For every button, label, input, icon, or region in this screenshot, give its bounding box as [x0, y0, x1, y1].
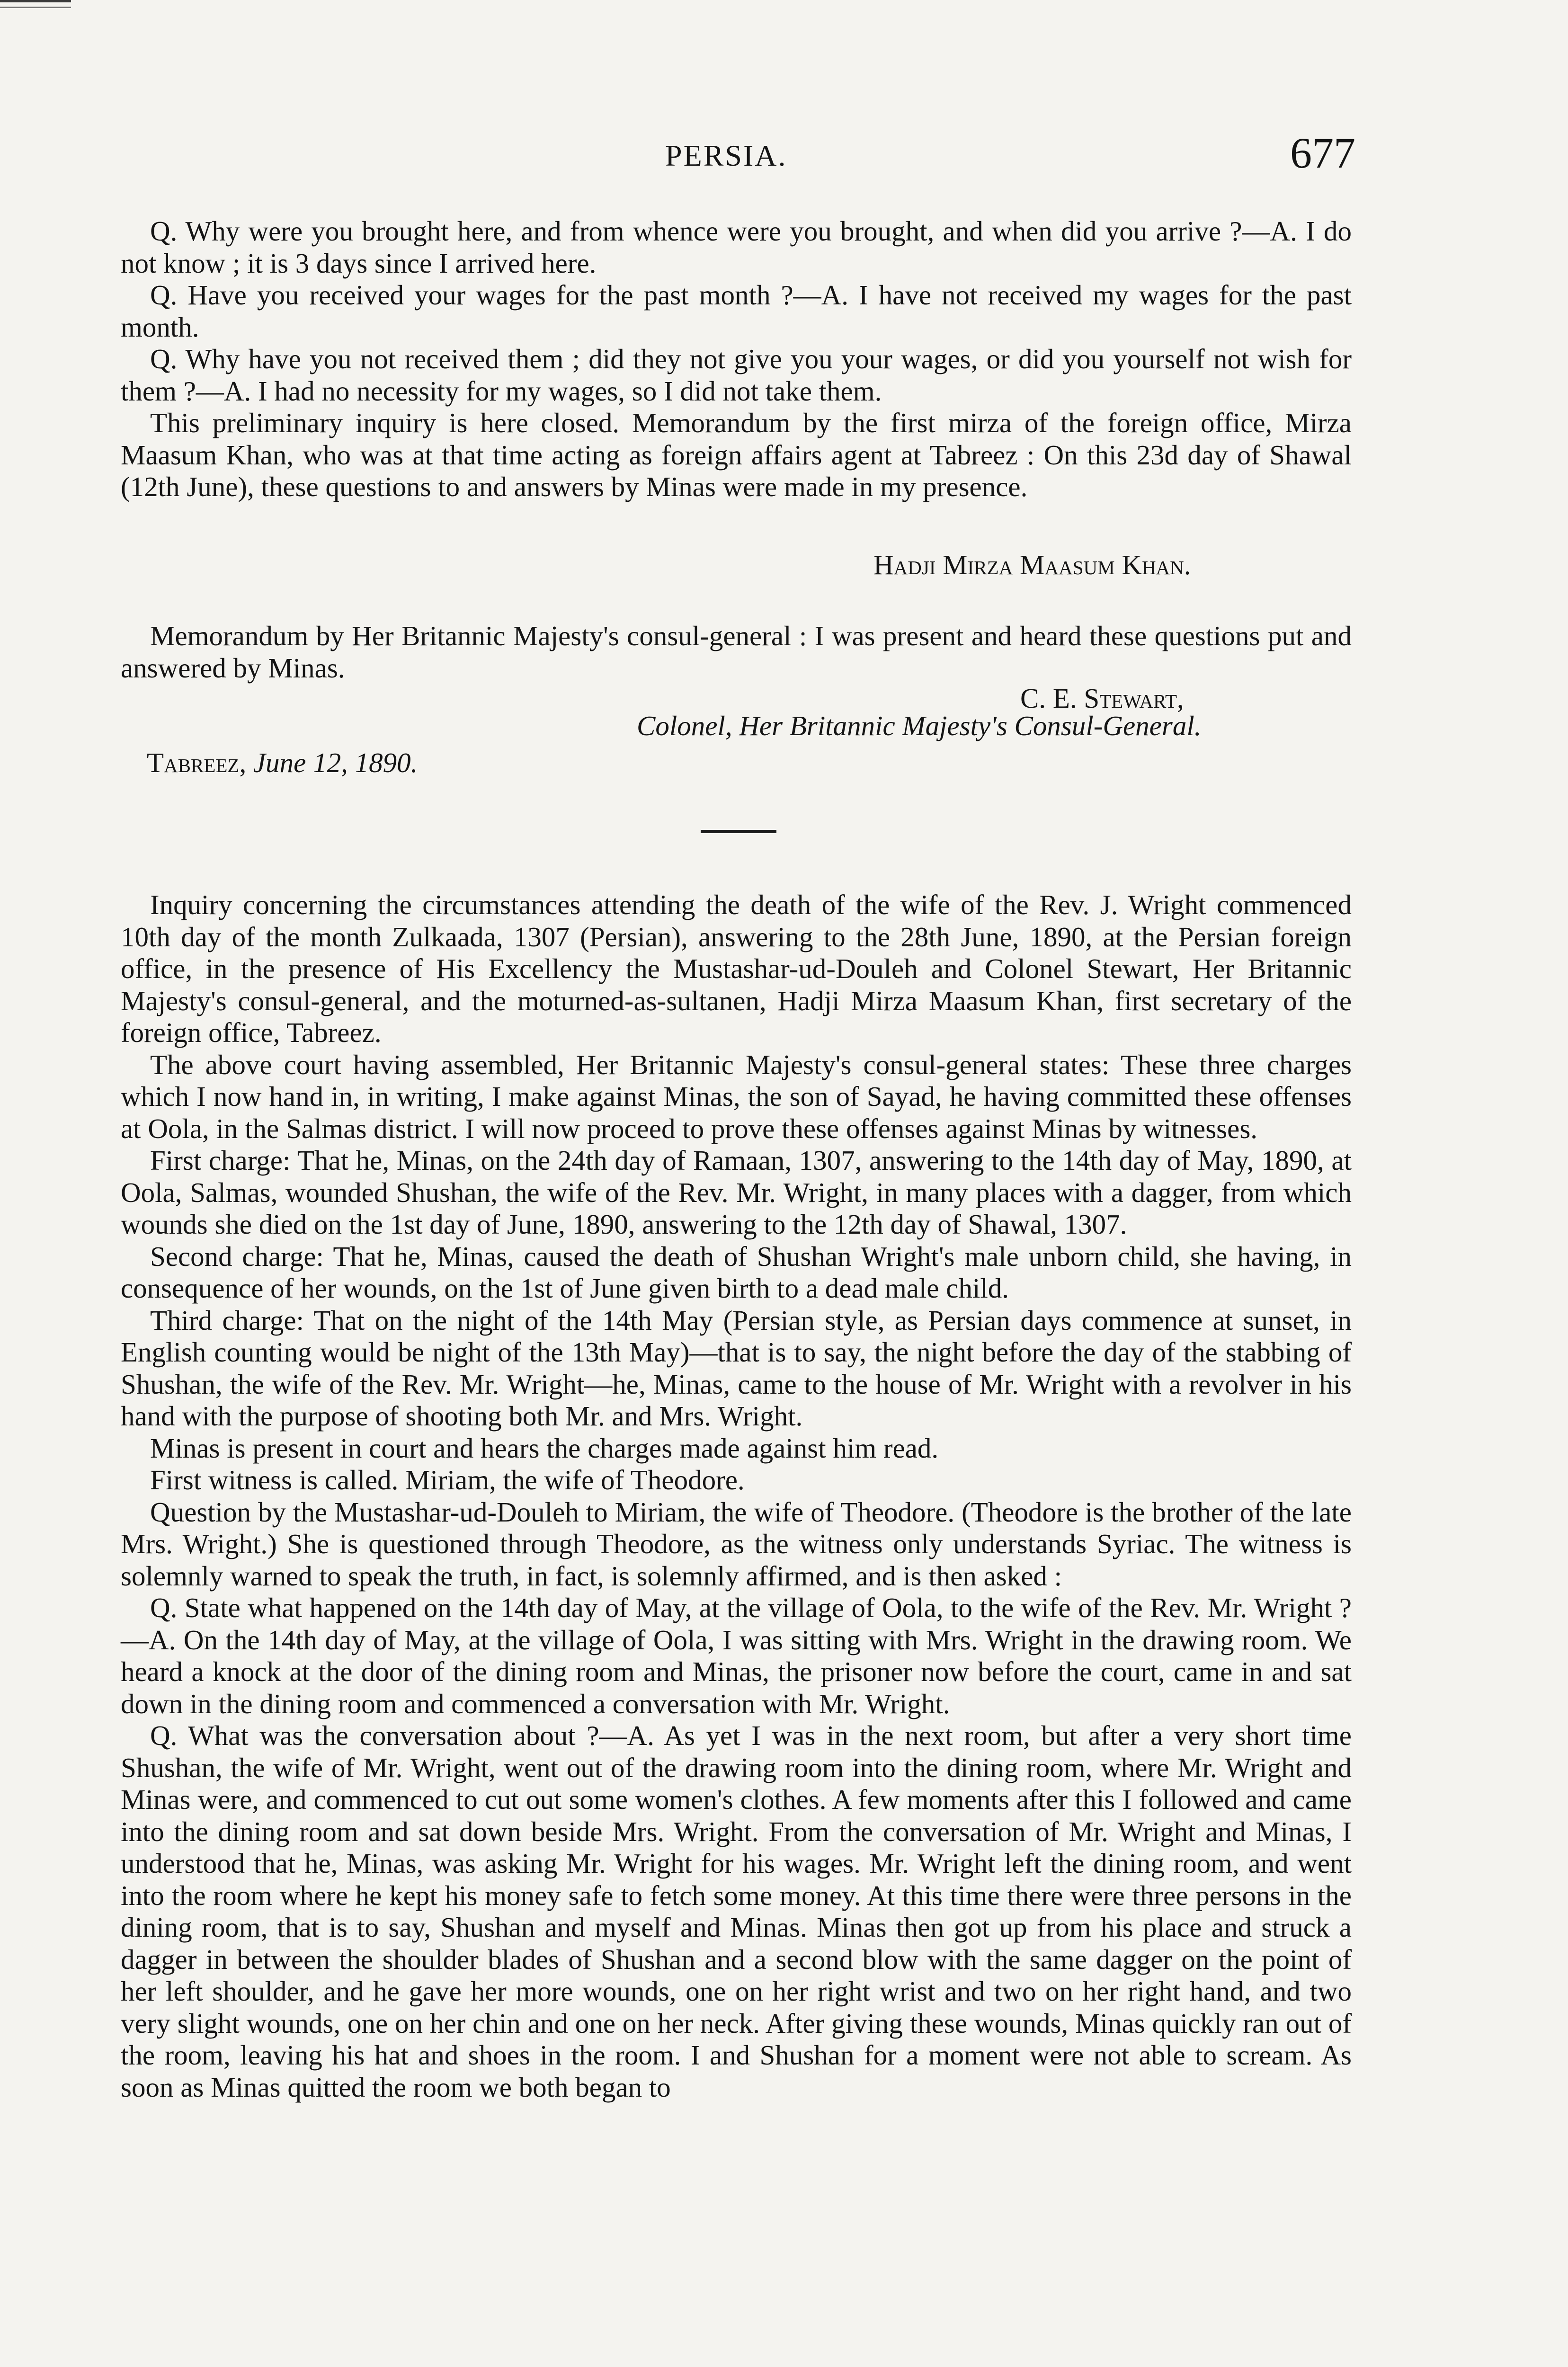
dateline-place: Tabreez, [147, 747, 247, 778]
paragraph: Q. State what happened on the 14th day of May, at the village of Oola, to the wife of the Rev. Mr. Wright ?—A. On the 14th day of May, at the village of Oola, I was sitting with Mrs. Wright in the drawing room. We heard a knock at the door of the dining room and Minas, the prisoner now before the court, came in and sat down in the dining room and commenced a conversation with Mr. Wright. [121, 1592, 1352, 1719]
dateline [147, 747, 418, 779]
page-edge-mark-2 [0, 7, 71, 8]
page-number: 677 [1290, 129, 1355, 177]
paragraph: Inquiry concerning the circumstances attending the death of the wife of the Rev. J. Wright commenced 10th day of the month Zulkaada, 1307 (Persian), answering to the 28th June, 1890, at the Persian foreign office, in the presence of His Excellency the Mustashar-ud-Douleh and Colonel Stewart, Her Britannic Majesty's consul-general, and the moturned-as-sultanen, Hadji Mirza Maasum Khan, first secretary of the foreign office, Tabreez. [121, 889, 1352, 1048]
paragraph: Third charge: That on the night of the 14th May (Persian style, as Persian days commence at sunset, in English counting would be night of the 13th May)—that is to say, the night before the day of the stabbing of Shushan, the wife of the Rev. Mr. Wright—he, Minas, came to the house of Mr. Wright with a revolver in his hand with the purpose of shooting both Mr. and Mrs. Wright. [121, 1304, 1352, 1432]
running-head: PERSIA. [665, 139, 787, 172]
paragraph: The above court having assembled, Her Britannic Majesty's consul-general states: These three charges which I now hand in, in writing, I make against Minas, the son of Sayad, he having committed these offenses at Oola, in the Salmas district. I will now proceed to prove these offenses against Minas by witnesses. [121, 1049, 1352, 1144]
paragraph: Q. Have you received your wages for the past month ?—A. I have not received my wages for the past month. [121, 279, 1352, 343]
paragraph: Q. Why were you brought here, and from whence were you brought, and when did you arrive ?—A. I do not know ; it is 3 days since I arrived here. [121, 215, 1352, 279]
paragraph: First witness is called. Miriam, the wife of Theodore. [150, 1464, 745, 1495]
inquiry-record [121, 889, 1352, 2103]
page-edge-mark [0, 0, 71, 2]
paragraph: First charge: That he, Minas, on the 24th day of Ramaan, 1307, answering to the 14th day of May, 1890, at Oola, Salmas, wounded Shushan, the wife of the Rev. Mr. Wright, in many places with a dagger, from which wounds she died on the 1st day of June, 1890, answering to the 12th day of Shawal, 1307. [121, 1145, 1352, 1240]
memorandum-consul [121, 620, 1352, 684]
paragraph: This preliminary inquiry is here closed. Memorandum by the first mirza of the foreign office, Mirza Maasum Khan, who was at that time acting as foreign affairs agent at Tabreez : On this 23d day of Shawal (12th June), these questions to and answers by Minas were made in my presence. [121, 407, 1352, 502]
signature-stewart-title: Colonel, Her Britannic Majesty's Consul-General. [637, 710, 1202, 741]
testimony-minas [121, 215, 1352, 503]
paragraph: Q. What was the conversation about ?—A. As yet I was in the next room, but after a very short time Shushan, the wife of Mr. Wright, went out of the drawing room into the dining room, where Mr. Wright and Minas were, and commenced to cut out some women's clothes. A few moments after this I followed and came into the dining room and sat down beside Mrs. Wright. From the conversation of Mr. Wright and Minas, I understood that he, Minas, was asking Mr. Wright for his wages. Mr. Wright left the dining room, and went into the room where he kept his money safe to fetch some money. At this time there were three persons in the dining room, that is to say, Shushan and myself and Minas. Minas then got up from his place and struck a dagger in between the shoulder blades of Shushan and a second blow with the same dagger on the point of her left shoulder, and he gave her more wounds, one on her right wrist and two on her right hand, and two very slight wounds, one on her chin and one on her neck. After giving these wounds, Minas quickly ran out of the room, leaving his hat and shoes in the room. I and Shushan for a moment were not able to scream. As soon as Minas quitted the room we both began to [121, 1720, 1352, 2103]
paragraph: Memorandum by Her Britannic Majesty's consul-general : I was present and heard these questions put and answered by Minas. [121, 620, 1352, 684]
paragraph: Second charge: That he, Minas, caused the death of Shushan Wright's male unborn child, she having, in consequence of her wounds, on the 1st of June given birth to a dead male child. [121, 1240, 1352, 1304]
paragraph: Question by the Mustashar-ud-Douleh to Miriam, the wife of Theodore. (Theodore is the brother of the late Mrs. Wright.) She is questioned through Theodore, as the witness only understands Syriac. The witness is solemnly warned to speak the truth, in fact, is solemnly affirmed, and is then asked : [121, 1496, 1352, 1592]
page-header [0, 128, 1568, 180]
signature-stewart-name: C. E. Stewart, [1020, 683, 1184, 714]
dateline-date: June 12, 1890. [253, 747, 418, 778]
signature-maasum-khan: Hadji Mirza Maasum Khan. [873, 549, 1191, 580]
section-divider [701, 830, 776, 833]
paragraph: Minas is present in court and hears the charges made against him read. [150, 1432, 939, 1464]
paragraph: Q. Why have you not received them ; did they not give you your wages, or did you yourself not wish for them ?—A. I had no necessity for my wages, so I did not take them. [121, 343, 1352, 407]
